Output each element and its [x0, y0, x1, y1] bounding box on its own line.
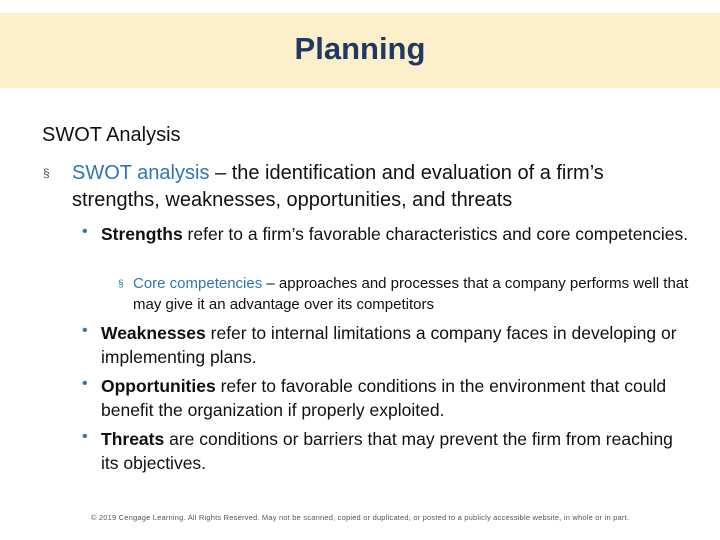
round-bullet-icon: •	[82, 428, 88, 445]
strengths-item	[101, 222, 691, 246]
core-competencies-item	[133, 273, 703, 315]
opportunities-text: refer to favorable conditions in the environment that could benefit the organization if properly exploited.	[101, 376, 667, 420]
strengths-text: refer to a firm’s favorable characteristics and core competencies.	[182, 224, 689, 244]
section-heading: SWOT Analysis	[42, 124, 181, 146]
weaknesses-term: Weaknesses	[101, 323, 206, 343]
threats-term: Threats	[101, 429, 165, 449]
threats-item	[101, 427, 691, 475]
round-bullet-icon: •	[82, 375, 88, 392]
strengths-term: Strengths	[101, 224, 183, 244]
swot-definition-text: – the identification and evaluation of a firm’s strengths, weaknesses, opportunities, and threats	[72, 162, 604, 211]
round-bullet-icon: •	[82, 322, 88, 339]
square-bullet-icon: §	[118, 279, 124, 290]
opportunities-term: Opportunities	[101, 376, 216, 396]
swot-definition	[72, 160, 692, 214]
threats-text: are conditions or barriers that may prevent the firm from reaching its objectives.	[101, 429, 673, 473]
square-bullet-icon: §	[43, 166, 50, 180]
core-competencies-term: Core competencies	[133, 275, 263, 292]
weaknesses-item	[101, 321, 691, 369]
title-bar	[0, 13, 720, 88]
copyright-footer: © 2019 Cengage Learning. All Rights Reserved. May not be scanned, copied or duplicated, or posted to a publicly accessible website, in whole or in part.	[90, 513, 630, 522]
weaknesses-text: refer to internal limitations a company faces in developing or implementing plans.	[101, 323, 677, 367]
slide-title: Planning	[294, 30, 426, 66]
round-bullet-icon: •	[82, 223, 88, 240]
core-competencies-text: – approaches and processes that a company performs well that may give it an advantage over its competitors	[133, 275, 689, 313]
opportunities-item	[101, 374, 691, 422]
swot-term: SWOT analysis	[72, 162, 210, 184]
